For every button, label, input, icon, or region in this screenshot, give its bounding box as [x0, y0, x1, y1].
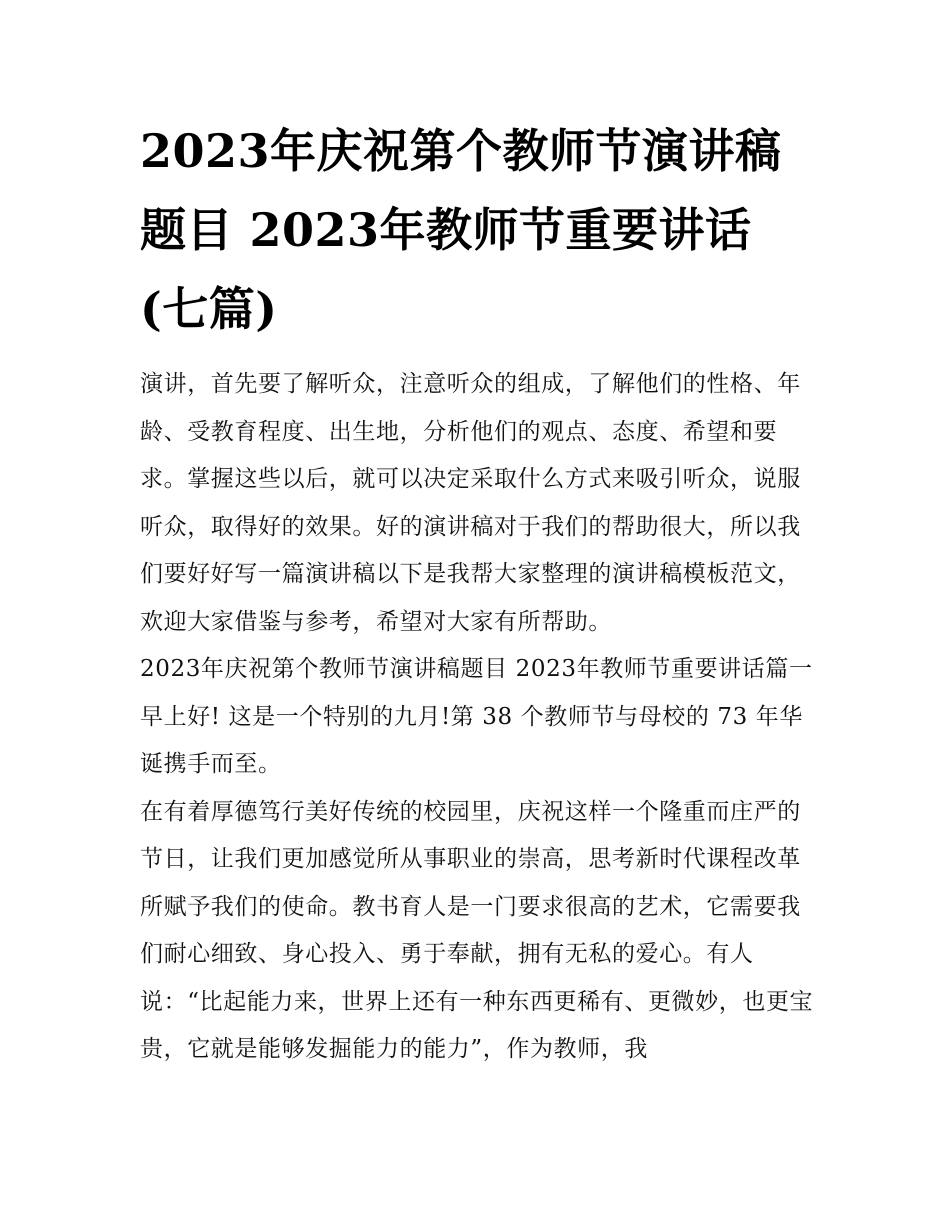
- speech-body-paragraph: 在有着厚德笃行美好传统的校园里，庆祝这样一个隆重而庄严的节日，让我们更加感觉所从事职业的崇高，思考新时代课程改革所赋予我们的使命。教书育人是一门要求很高的艺术，它需要我们耐心细致、身心投入、勇于奉献，拥有无私的爱心。有人说：“比起能力来，世界上还有一种东西更稀有、更微妙，也更宝贵，它就是能够发掘能力的能力”，作为教师，我: [140, 798, 814, 1062]
- title-spacing: [140, 349, 818, 361]
- document-title: 2023年庆祝第个教师节演讲稿题目 2023年教师节重要讲话(七篇): [140, 124, 782, 336]
- intro-paragraph: 演讲，首先要了解听众，注意听众的组成，了解他们的性格、年龄、受教育程度、出生地，分析他们的观点、态度、希望和要求。掌握这些以后，就可以决定采取什么方式来吸引听众，说服听众，取得好的效果。好的演讲稿对于我们的帮助很大，所以我们要好好写一篇演讲稿以下是我帮大家整理的演讲稿模板范文，欢迎大家借鉴与参考，希望对大家有所帮助。: [140, 371, 801, 635]
- speech-opening-paragraph: 2023年庆祝第个教师节演讲稿题目 2023年教师节重要讲话篇一 早上好! 这是一个特别的九月!第 38 个教师节与母校的 73 年华诞携手而至。: [140, 656, 813, 777]
- document-content: [140, 112, 818, 1074]
